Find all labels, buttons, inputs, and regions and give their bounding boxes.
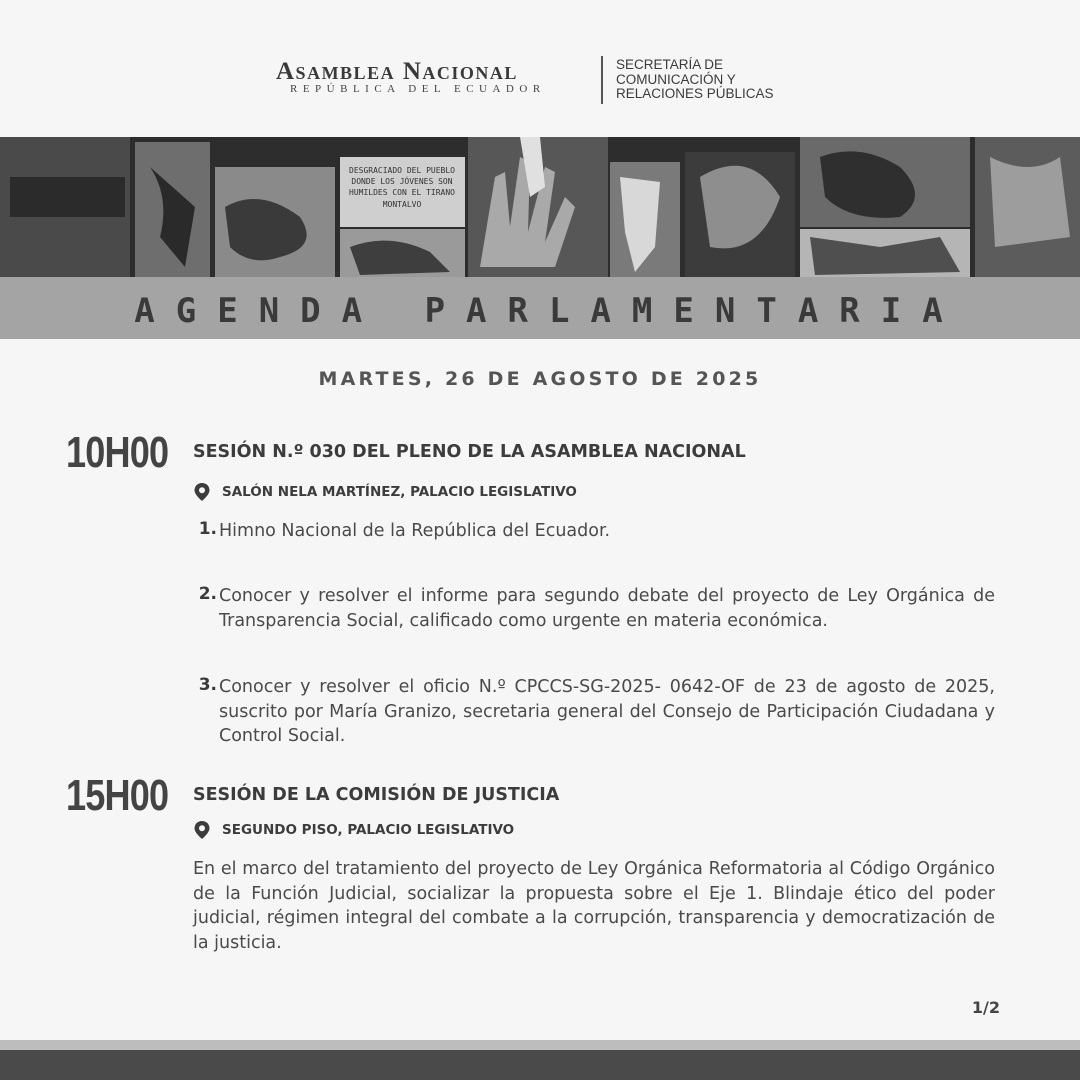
secretariat-line-2: COMUNICACIÓN Y — [616, 71, 736, 87]
session-1-time: 10H00 — [66, 428, 169, 477]
agenda-item-1-text: Himno Nacional de la República del Ecuador. — [219, 521, 611, 541]
header — [0, 0, 1080, 138]
mural-text-1: DESGRACIADO DEL PUEBLO — [349, 166, 455, 175]
location-pin-icon — [193, 482, 211, 502]
header-divider — [601, 56, 603, 104]
agenda-item-3-number: 3. — [198, 675, 217, 695]
session-2-time: 15H00 — [66, 771, 169, 820]
secretariat-line-1: SECRETARÍA DE — [616, 57, 724, 72]
session-1-title: SESIÓN N.º 030 DEL PLENO DE LA ASAMBLEA NACIONAL — [193, 442, 746, 462]
location-pin-icon — [193, 820, 211, 840]
agenda-item-2-text: Conocer y resolver el informe para segundo debate del proyecto de Ley Orgánica de Transparencia Social, calificado como urgente en materia económica. — [219, 586, 995, 631]
page-indicator: 1/2 — [971, 998, 1000, 1017]
agenda-title-band — [0, 277, 1080, 339]
org-name: Asamblea Nacional — [276, 58, 518, 85]
session-2-description: En el marco del tratamiento del proyecto de Ley Orgánica Reformatoria al Código Orgánico de la Función Judicial, socializar la propuesta sobre el Eje 1. Blindaje ético del poder judicial, régimen integral del combate a la corrupción, transparencia y democratización de la justicia. — [193, 859, 995, 953]
org-subtitle: REPÚBLICA DEL ECUADOR — [290, 83, 546, 95]
mural-text-2: MONTALVO — [382, 200, 422, 209]
session-1-location-text: SALÓN NELA MARTÍNEZ, PALACIO LEGISLATIVO — [222, 484, 577, 500]
agenda-item-1-number: 1. — [198, 519, 217, 539]
agenda-title: AGENDA PARLAMENTARIA — [134, 291, 964, 331]
agenda-date: MARTES, 26 DE AGOSTO DE 2025 — [318, 368, 762, 390]
svg-text:DONDE LOS JÓVENES SON: DONDE LOS JÓVENES SON — [351, 177, 453, 186]
agenda-item-2-number: 2. — [198, 584, 217, 604]
secretariat-name — [616, 58, 856, 102]
footer-divider — [0, 1040, 1080, 1050]
svg-text:HUMILDES CON EL TIRANO: HUMILDES CON EL TIRANO — [349, 188, 455, 197]
session-2-location-text: SEGUNDO PISO, PALACIO LEGISLATIVO — [222, 822, 515, 838]
agenda-item-3-text: Conocer y resolver el oficio N.º CPCCS-SG-2025- 0642-OF de 23 de agosto de 2025, suscrito por María Granizo, secretaria general del Consejo de Participación Ciudadana y Control Social. — [219, 677, 995, 746]
secretariat-line-3: RELACIONES PÚBLICAS — [616, 86, 774, 101]
footer-bar — [0, 1050, 1080, 1080]
mural-banner-image — [0, 137, 1080, 277]
session-2-title: SESIÓN DE LA COMISIÓN DE JUSTICIA — [193, 785, 560, 805]
